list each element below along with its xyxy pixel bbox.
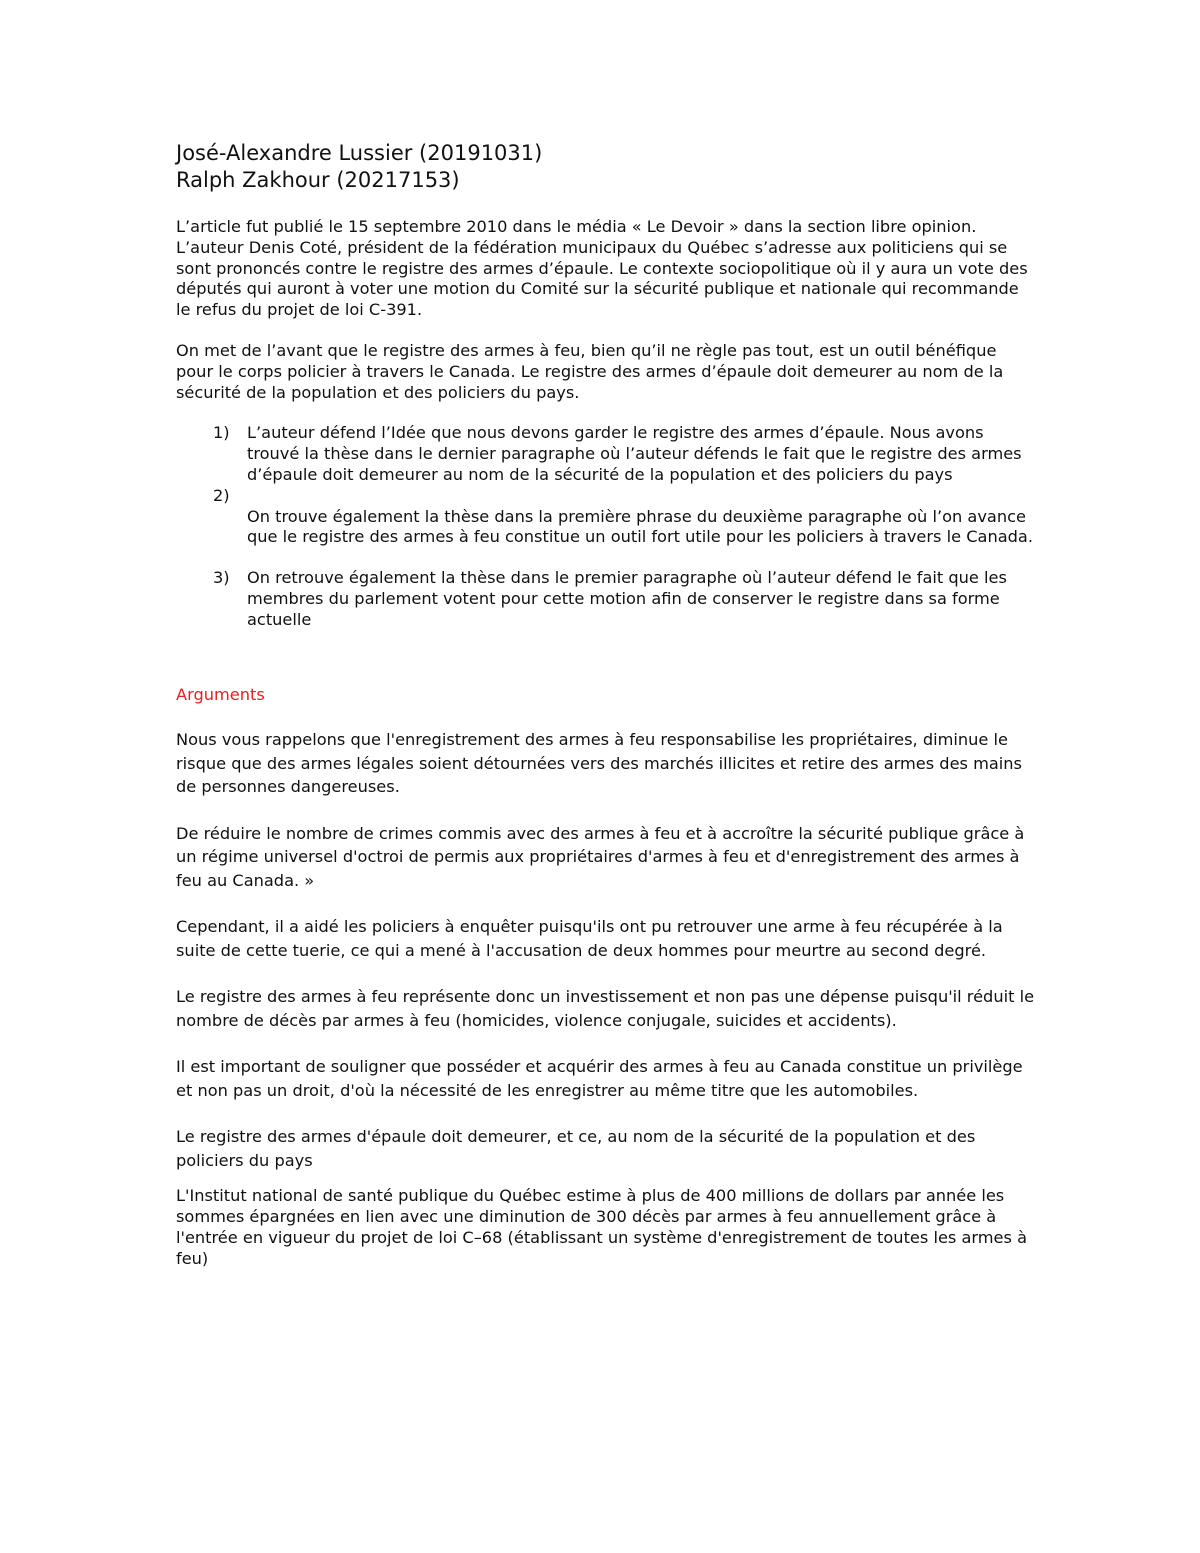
thesis-number: 2) [213,485,230,505]
argument-paragraph: Le registre des armes d'épaule doit demeurer, et ce, au nom de la sécurité de la population et des policiers du pays [176,1127,976,1170]
thesis-number: 1) [213,423,230,443]
thesis-item-3 [176,568,1036,630]
intro-paragraph-2: On met de l’avant que le registre des armes à feu, bien qu’il ne règle pas tout, est un outil bénéfique pour le corps policier à travers le Canada. Le registre des armes d’épaule doit demeurer au nom de la sécurité de la population et des policiers du pays. [176,340,1004,402]
argument-paragraph: Le registre des armes à feu représente donc un investissement et non pas une dépense puisqu'il réduit le nombre de décès par armes à feu (homicides, violence conjugale, suicides et accidents). [176,987,1035,1030]
argument-paragraph: L'Institut national de santé publique du Québec estime à plus de 400 millions de dollars par année les sommes épargnées en lien avec une diminution de 300 décès par armes à feu annuellement grâce à l'entrée en vigueur du projet de loi C–68 (établissant un système d'enregistrement de toutes les armes à feu) [176,1186,1028,1268]
author-line-1: José-Alexandre Lussier (20191031) [176,141,543,165]
thesis-item-2 [176,486,1036,548]
argument-paragraph: Cependant, il a aidé les policiers à enquêter puisqu'ils ont pu retrouver une arme à feu récupérée à la suite de cette tuerie, ce qui a mené à l'accusation de deux hommes pour meurtre au second degré. [176,917,1003,960]
authors-block [176,140,1036,194]
argument-paragraph: Nous vous rappelons que l'enregistrement des armes à feu responsabilise les propriétaires, diminue le risque que des armes légales soient détournées vers des marchés illicites et retire des armes des mains de personnes dangereuses. [176,730,1022,797]
thesis-text: On retrouve également la thèse dans le premier paragraphe où l’auteur défend le fait que les membres du parlement votent pour cette motion afin de conserver le registre dans sa forme actuelle [247,568,1007,629]
author-line-2: Ralph Zakhour (20217153) [176,168,460,192]
thesis-list [176,423,1036,630]
thesis-text: L’auteur défend l’Idée que nous devons garder le registre des armes d’épaule. Nous avons trouvé la thèse dans le dernier paragraphe où l’auteur défends le fait que le registre des armes d’épaule doit demeurer au nom de la sécurité de la population et des policiers du pays [247,423,1022,484]
thesis-number: 3) [213,568,230,588]
argument-paragraph: De réduire le nombre de crimes commis avec des armes à feu et à accroître la sécurité publique grâce à un régime universel d'octroi de permis aux propriétaires d'armes à feu et d'enregistrement des armes à feu au Canada. » [176,823,1025,890]
arguments-section [176,728,1036,1269]
intro-paragraph-1: L’article fut publié le 15 septembre 2010 dans le média « Le Devoir » dans la section libre opinion. L’auteur Denis Coté, président de la fédération municipaux du Québec s’adresse aux politiciens qui se sont prononcés contre le registre des armes d’épaule. Le contexte sociopolitique où il y aura un vote des députés qui auront à voter une motion du Comité sur la sécurité publique et nationale qui recommande le refus du projet de loi C-391. [176,217,1028,320]
argument-paragraph: Il est important de souligner que posséder et acquérir des armes à feu au Canada constitue un privilège et non pas un droit, d'où la nécessité de les enregistrer au même titre que les automobiles. [176,1057,1023,1100]
thesis-text: On trouve également la thèse dans la première phrase du deuxième paragraphe où l’on avance que le registre des armes à feu constitue un outil fort utile pour les policiers à travers le Canada. [247,506,1033,547]
thesis-item-1 [176,423,1036,485]
document-page [176,140,1036,1270]
arguments-heading: Arguments [176,684,265,704]
